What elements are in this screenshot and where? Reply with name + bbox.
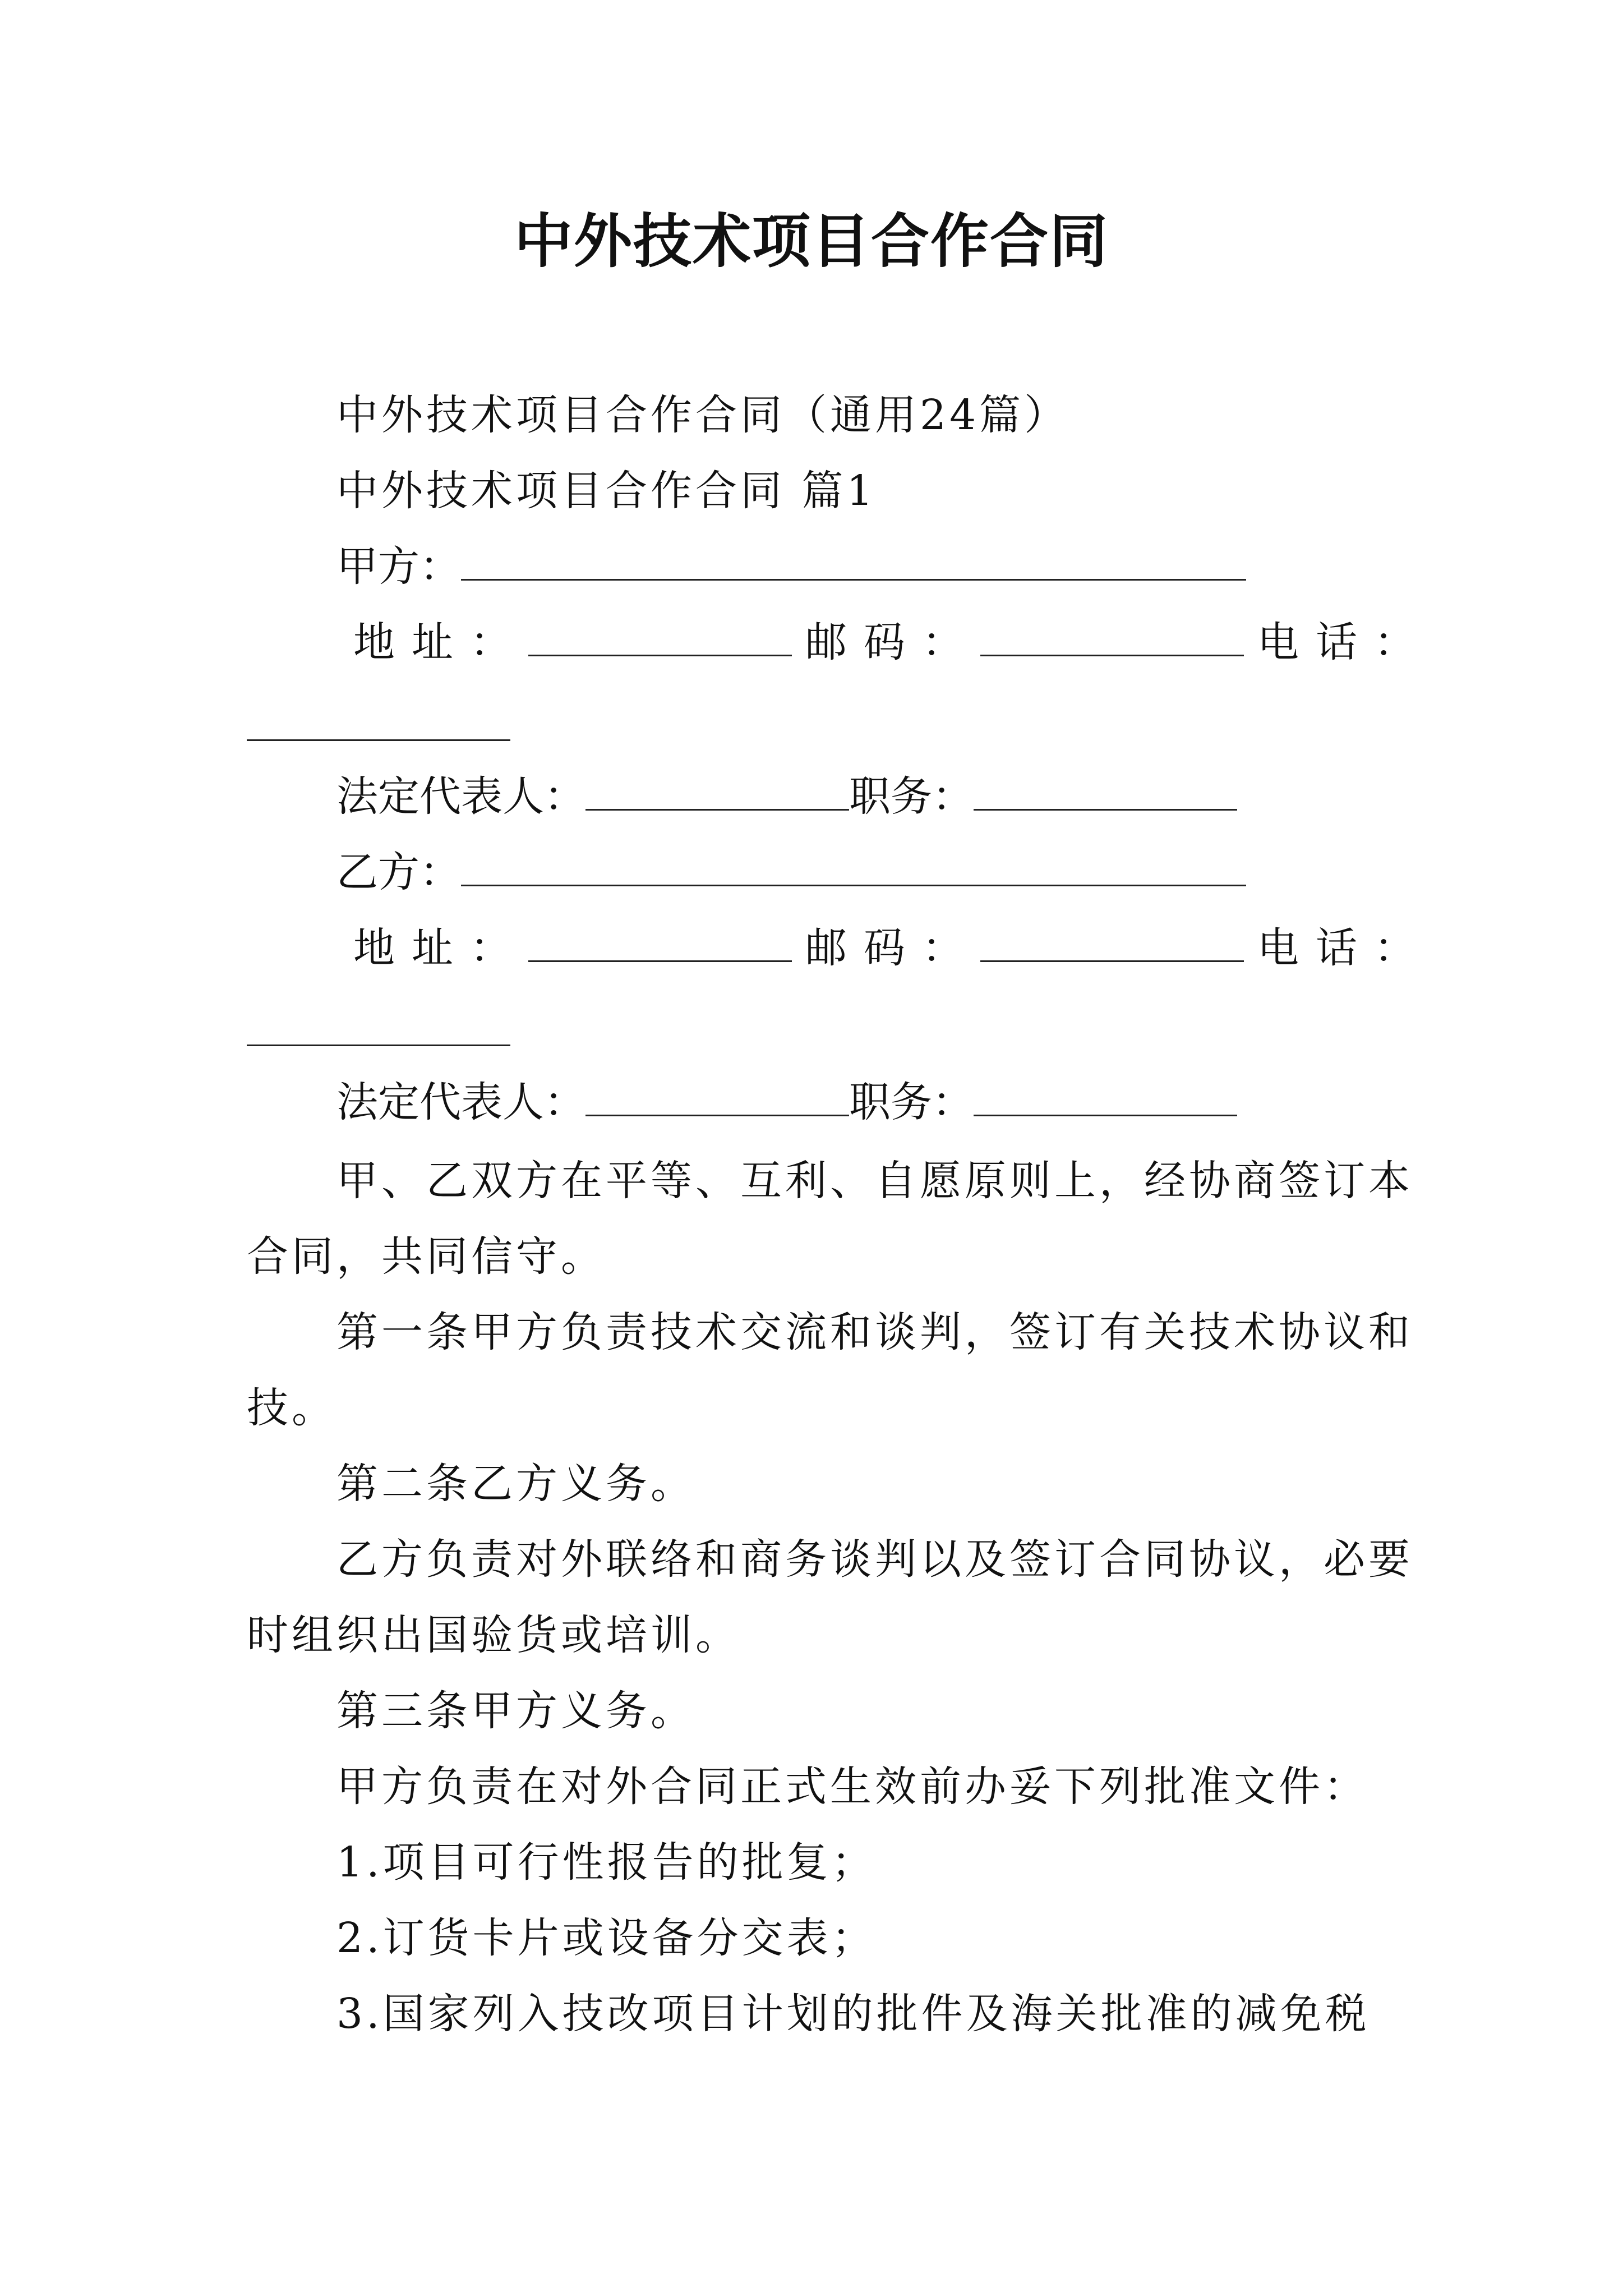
party-b-label: 乙方：	[336, 848, 461, 896]
party-a-blank	[461, 540, 1246, 581]
article-3-intro: 甲方负责在对外合同正式生效前办妥下列批准文件：	[336, 1763, 1368, 1811]
party-a-rep-label: 法定代表人：	[336, 772, 585, 821]
article-2-heading: 第二条乙方义务。	[336, 1460, 695, 1508]
party-a-contact-row	[353, 614, 1432, 670]
article-3-item: 3.国家列入技改项目计划的批件及海关批准的减免税	[336, 1990, 1370, 2038]
party-b-address-label: 地址：	[353, 924, 528, 972]
party-a-position-blank	[974, 770, 1237, 811]
party-b-postcode-blank	[980, 921, 1244, 962]
party-b-address-blank	[528, 921, 792, 962]
party-a-phone-blank	[247, 739, 510, 741]
party-b-rep-row	[336, 1074, 1237, 1130]
party-b-phone-label: 电话：	[1257, 924, 1432, 972]
article-1-line-1: 第一条甲方负责技术交流和谈判，签订有关技术协议和	[336, 1308, 1413, 1356]
party-a-rep-row	[336, 769, 1237, 825]
article-3-item: 2.订货卡片或设备分交表；	[336, 1914, 877, 1962]
party-b-phone-blank	[247, 1045, 510, 1046]
intro-line-1: 甲、乙双方在平等、互利、自愿原则上，经协商签订本	[336, 1157, 1413, 1205]
document-title: 中外技术项目合作合同	[514, 206, 1109, 275]
party-b-position-blank	[974, 1075, 1237, 1116]
party-a-postcode-blank	[980, 615, 1244, 656]
party-b-blank	[461, 845, 1246, 886]
article-2-line-1: 乙方负责对外联络和商务谈判以及签订合同协议，必要	[336, 1535, 1413, 1584]
party-a-address-label: 地址：	[353, 618, 528, 666]
party-b-row	[336, 844, 1246, 900]
party-b-rep-label: 法定代表人：	[336, 1078, 585, 1126]
party-b-postcode-label: 邮码：	[805, 924, 980, 972]
party-a-rep-blank	[585, 770, 849, 811]
party-a-address-blank	[528, 615, 792, 656]
party-b-contact-row	[353, 920, 1432, 976]
article-3-heading: 第三条甲方义务。	[336, 1687, 695, 1735]
party-a-phone-label: 电话：	[1257, 618, 1432, 666]
party-b-rep-blank	[585, 1075, 849, 1116]
intro-line-2: 合同，共同信守。	[247, 1232, 606, 1281]
party-a-label: 甲方：	[336, 542, 461, 591]
party-a-postcode-label: 邮码：	[805, 618, 980, 666]
party-b-position-label: 职务：	[849, 1078, 974, 1126]
party-a-position-label: 职务：	[849, 772, 974, 821]
party-a-row	[336, 539, 1246, 595]
document-subtitle: 中外技术项目合作合同（通用24篇）	[336, 391, 1069, 439]
article-1-line-2: 技。	[247, 1384, 336, 1432]
article-2-line-2: 时组织出国验货或培训。	[247, 1611, 740, 1659]
article-3-item: 1.项目可行性报告的批复；	[336, 1838, 877, 1887]
section-heading: 中外技术项目合作合同 篇1	[336, 467, 877, 515]
